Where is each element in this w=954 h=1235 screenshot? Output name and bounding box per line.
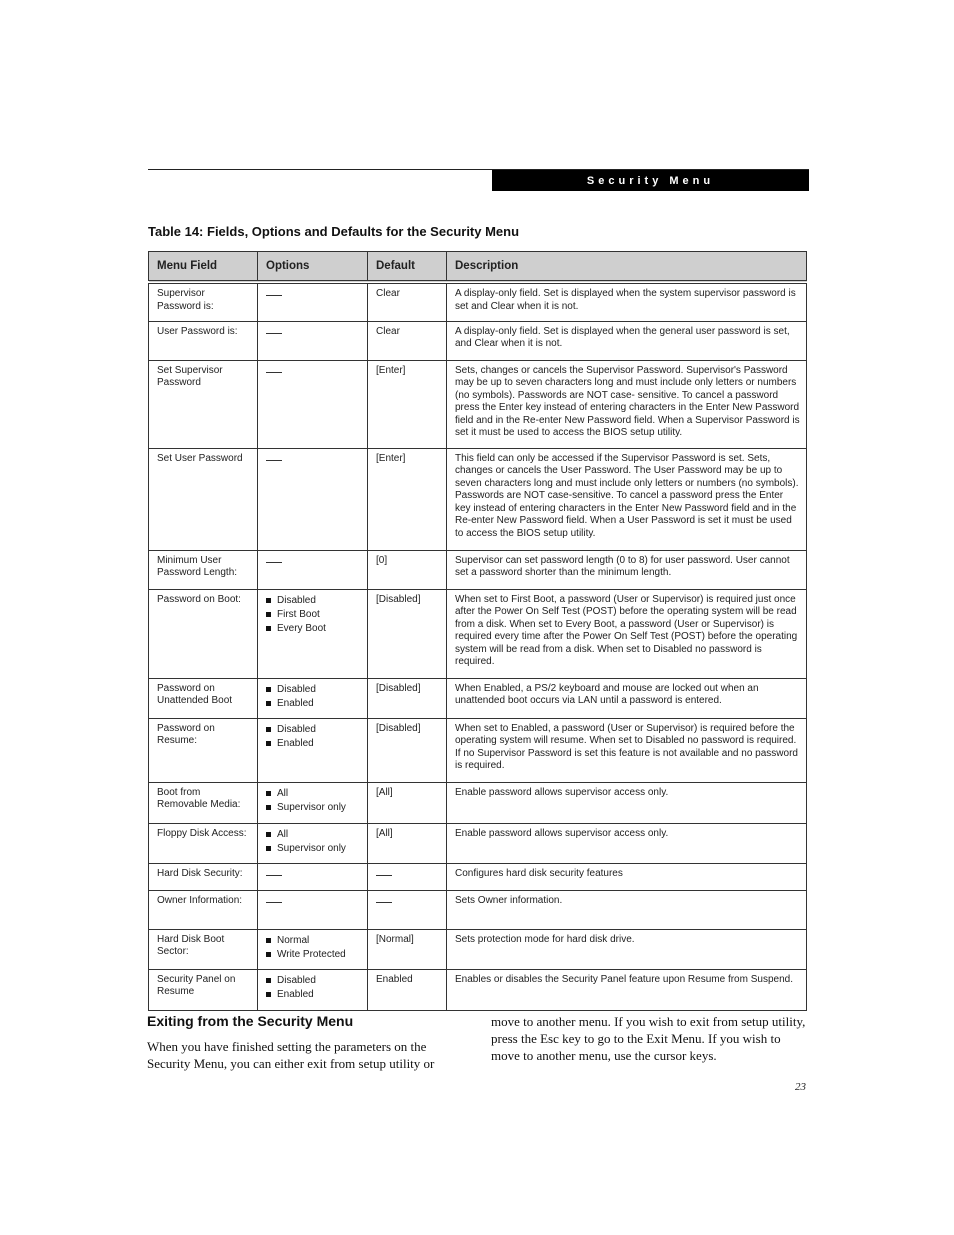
option-item: All: [266, 828, 361, 842]
column-header: Menu Field: [149, 252, 258, 283]
menu-field-cell: Password on Boot:: [149, 589, 258, 678]
description-cell: Enable password allows supervisor access only.: [447, 823, 807, 863]
description-cell: This field can only be accessed if the Supervisor Password is set. Sets, changes or cancels the User Password. The User Password may be up to seven characters long and must include only letters or numbers (no symbols). Passwords are NOT case-sensitive. To cancel a password press the Enter key instead of entering characters in the Enter New Password field and in the Re-enter New Password field. When a User Password is set it must be used to access the BIOS setup utility.: [447, 448, 807, 550]
menu-field-cell: Password on Resume:: [149, 718, 258, 782]
description-cell: Configures hard disk security features: [447, 863, 807, 890]
security-menu-table: [148, 251, 807, 1011]
menu-field-cell: Floppy Disk Access:: [149, 823, 258, 863]
menu-field-cell: Password on Unattended Boot: [149, 678, 258, 718]
table-header-row: [149, 252, 807, 283]
description-cell: Sets Owner information.: [447, 890, 807, 929]
empty-dash: [376, 902, 392, 903]
option-item: Enabled: [266, 737, 361, 751]
empty-dash: [266, 460, 282, 461]
table-row: [149, 969, 807, 1010]
table-body: [149, 282, 807, 1010]
description-cell: When set to Enabled, a password (User or Supervisor) is required before the operating system will resume. When set to Disabled no password is required. If no Supervisor Password is set this feature is not available and no password is required.: [447, 718, 807, 782]
option-item: Enabled: [266, 988, 361, 1002]
options-list: [266, 594, 361, 636]
description-cell: Sets, changes or cancels the Supervisor Password. Supervisor's Password may be up to seven characters long and must include only letters or numbers (no symbols). Passwords are NOT case- sensitive. To cancel a password press the Enter key instead of entering characters in the Enter New Password field and in the Re-enter New Password field. When a Supervisor Password is set it must be used to access the BIOS setup utility.: [447, 360, 807, 448]
options-list: [266, 828, 361, 856]
options-cell: [258, 863, 368, 890]
table-row: [149, 360, 807, 448]
option-item: Enabled: [266, 697, 361, 711]
table-row: [149, 929, 807, 969]
table-row: [149, 448, 807, 550]
description-cell: Supervisor can set password length (0 to 8) for user password. User cannot set a password shorter than the minimum length.: [447, 550, 807, 589]
empty-dash: [266, 562, 282, 563]
options-cell: [258, 718, 368, 782]
options-cell: [258, 448, 368, 550]
option-item: First Boot: [266, 608, 361, 622]
column-header: Default: [368, 252, 447, 283]
options-cell: [258, 782, 368, 823]
table-row: [149, 782, 807, 823]
options-list: [266, 974, 361, 1002]
table-row: [149, 823, 807, 863]
table-title: Table 14: Fields, Options and Defaults for the Security Menu: [148, 224, 520, 239]
menu-field-cell: Supervisor Password is:: [149, 282, 258, 321]
options-cell: [258, 282, 368, 321]
empty-dash: [376, 875, 392, 876]
options-cell: [258, 823, 368, 863]
section-heading: Exiting from the Security Menu: [147, 1013, 354, 1029]
default-cell: [All]: [368, 782, 447, 823]
options-list: [266, 934, 361, 962]
option-item: Every Boot: [266, 622, 361, 636]
default-cell: [368, 890, 447, 929]
section-header-bar: Security Menu: [492, 170, 809, 191]
menu-field-cell: Boot from Removable Media:: [149, 782, 258, 823]
description-cell: A display-only field. Set is displayed when the system supervisor password is set and Clear when it is not.: [447, 282, 807, 321]
options-cell: [258, 678, 368, 718]
description-cell: A display-only field. Set is displayed when the general user password is set, and Clear when it is not.: [447, 321, 807, 360]
options-list: [266, 683, 361, 711]
description-cell: Sets protection mode for hard disk drive.: [447, 929, 807, 969]
menu-field-cell: Set Supervisor Password: [149, 360, 258, 448]
options-list: [266, 723, 361, 751]
options-cell: [258, 969, 368, 1010]
options-cell: [258, 550, 368, 589]
empty-dash: [266, 372, 282, 373]
option-item: Disabled: [266, 974, 361, 988]
default-cell: Clear: [368, 321, 447, 360]
empty-dash: [266, 333, 282, 334]
default-cell: Enabled: [368, 969, 447, 1010]
body-paragraph-left: When you have finished setting the parameters on the Security Menu, you can either exit from setup utility or: [147, 1039, 435, 1071]
description-cell: When set to First Boot, a password (User or Supervisor) is required just once after the Power On Self Test (POST) before the operating system will be read from a disk. When set to Every Boot, a password (User or Supervisor) is required every time after the Power On Self Test (POST) before the operating system will be read from a disk. When set to Disabled no password is required.: [447, 589, 807, 678]
description-cell: When Enabled, a PS/2 keyboard and mouse are locked out when an unattended boot occurs via LAN until a password is entered.: [447, 678, 807, 718]
empty-dash: [266, 295, 282, 296]
options-cell: [258, 360, 368, 448]
menu-field-cell: Hard Disk Boot Sector:: [149, 929, 258, 969]
default-cell: [Enter]: [368, 360, 447, 448]
default-cell: [Normal]: [368, 929, 447, 969]
empty-dash: [266, 875, 282, 876]
menu-field-cell: Set User Password: [149, 448, 258, 550]
default-cell: [Disabled]: [368, 589, 447, 678]
table-row: [149, 550, 807, 589]
option-item: Supervisor only: [266, 842, 361, 856]
default-cell: [Disabled]: [368, 678, 447, 718]
table-row: [149, 321, 807, 360]
option-item: All: [266, 787, 361, 801]
description-cell: Enables or disables the Security Panel feature upon Resume from Suspend.: [447, 969, 807, 1010]
option-item: Disabled: [266, 723, 361, 737]
default-cell: [All]: [368, 823, 447, 863]
options-cell: [258, 929, 368, 969]
menu-field-cell: Security Panel on Resume: [149, 969, 258, 1010]
options-cell: [258, 890, 368, 929]
option-item: Disabled: [266, 683, 361, 697]
column-header: Options: [258, 252, 368, 283]
option-item: Supervisor only: [266, 801, 361, 815]
column-header: Description: [447, 252, 807, 283]
table-row: [149, 718, 807, 782]
default-cell: [368, 863, 447, 890]
options-list: [266, 787, 361, 815]
table-row: [149, 678, 807, 718]
options-cell: [258, 321, 368, 360]
option-item: Disabled: [266, 594, 361, 608]
menu-field-cell: Minimum User Password Length:: [149, 550, 258, 589]
table-row: [149, 589, 807, 678]
table-row: [149, 282, 807, 321]
description-cell: Enable password allows supervisor access only.: [447, 782, 807, 823]
default-cell: [Enter]: [368, 448, 447, 550]
default-cell: Clear: [368, 282, 447, 321]
table-row: [149, 863, 807, 890]
menu-field-cell: Hard Disk Security:: [149, 863, 258, 890]
table-row: [149, 890, 807, 929]
page-number: 23: [795, 1081, 806, 1093]
menu-field-cell: Owner Information:: [149, 890, 258, 929]
default-cell: [Disabled]: [368, 718, 447, 782]
empty-dash: [266, 902, 282, 903]
option-item: Normal: [266, 934, 361, 948]
default-cell: [0]: [368, 550, 447, 589]
options-cell: [258, 589, 368, 678]
menu-field-cell: User Password is:: [149, 321, 258, 360]
body-paragraph-right: move to another menu. If you wish to exit from setup utility, press the Esc key to go to the Exit Menu. If you wish to move to another menu, use the cursor keys.: [491, 1014, 806, 1063]
option-item: Write Protected: [266, 948, 361, 962]
